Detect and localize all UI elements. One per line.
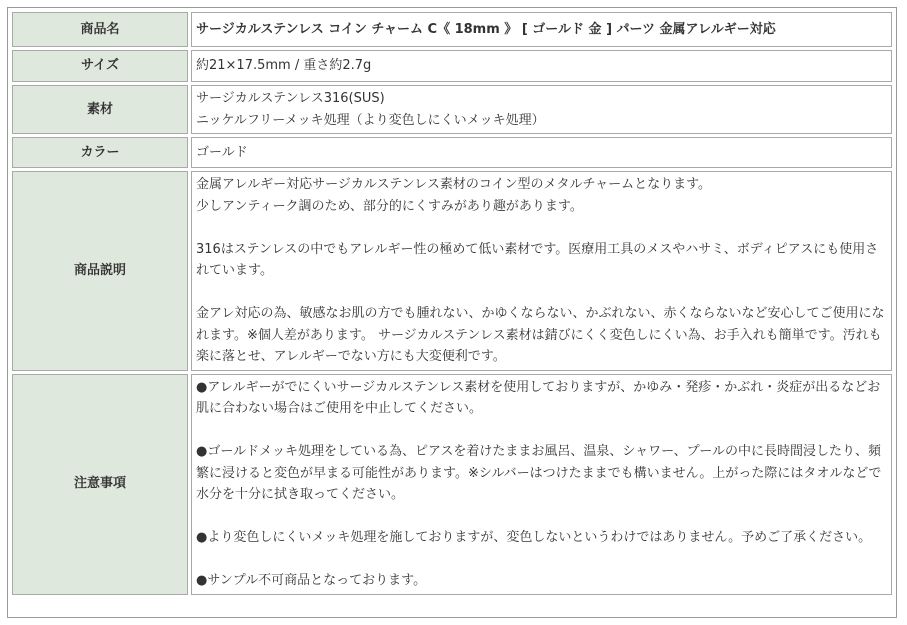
- blank-line: [196, 282, 885, 304]
- row-label-product-name: 商品名: [12, 12, 188, 47]
- blank-line: [196, 420, 885, 442]
- material-value: [191, 85, 892, 134]
- material-line: サージカルステンレス316(SUS): [196, 91, 385, 106]
- blank-line: [196, 549, 885, 571]
- notes-paragraph: ●ゴールドメッキ処理をしている為、ピアスを着けたままお風呂、温泉、シャワー、プールの中に長時間浸したり、頻繁に浸けると変色が早まる可能性があります。※シルバーはつけたままでも構いません。上がった際にはタオルなどで水分を十分に拭き取ってください。: [196, 444, 882, 502]
- description-value: [191, 171, 892, 371]
- table-row: [12, 50, 892, 82]
- table-row: [12, 374, 892, 595]
- table-row: [12, 137, 892, 168]
- size-value: 約21×17.5mm / 重さ約2.7g: [191, 50, 892, 82]
- row-label-material: 素材: [12, 85, 188, 134]
- notes-value: [191, 374, 892, 595]
- row-label-description: 商品説明: [12, 171, 188, 371]
- table-row: [12, 12, 892, 47]
- table-row: [12, 171, 892, 371]
- notes-paragraph: ●アレルギーがでにくいサージカルステンレス素材を使用しておりますが、かゆみ・発疹・かぶれ・炎症が出るなどお肌に合わない場合はご使用を中止してください。: [196, 379, 881, 416]
- product-spec-table: [9, 9, 895, 598]
- row-label-color: カラー: [12, 137, 188, 168]
- row-label-size: サイズ: [12, 50, 188, 82]
- description-paragraph: 316はステンレスの中でもアレルギー性の極めて低い素材です。医療用工具のメスやハサミ、ボディピアスにも使用されています。: [196, 241, 879, 278]
- description-paragraph: 少しアンティーク調のため、部分的にくすみがあり趣があります。: [196, 198, 583, 214]
- row-label-notes: 注意事項: [12, 374, 188, 595]
- product-name-value: サージカルステンレス コイン チャーム C《 18mm 》 [ ゴールド 金 ] パーツ 金属アレルギー対応: [191, 12, 892, 47]
- blank-line: [196, 217, 885, 239]
- notes-paragraph: ●サンプル不可商品となっております。: [196, 573, 427, 588]
- description-paragraph: 金アレ対応の為、敏感なお肌の方でも腫れない、かゆくならない、かぶれない、赤くならないなど安心してご使用になれます。※個人差があります。 サージカルステンレス素材は錆びにくく変色しにくい為、お手入れも簡単です。汚れも楽に落とせ、アレルギーでない方にも大変便利です。: [196, 306, 885, 364]
- material-line: ニッケルフリーメッキ処理（より変色しにくいメッキ処理）: [196, 112, 545, 128]
- color-value: ゴールド: [191, 137, 892, 168]
- blank-line: [196, 506, 885, 528]
- table-row: [12, 85, 892, 134]
- notes-paragraph: ●より変色しにくいメッキ処理を施しておりますが、変色しないというわけではありません。予めご了承ください。: [196, 530, 872, 545]
- description-paragraph: 金属アレルギー対応サージカルステンレス素材のコイン型のメタルチャームとなります。: [196, 177, 712, 192]
